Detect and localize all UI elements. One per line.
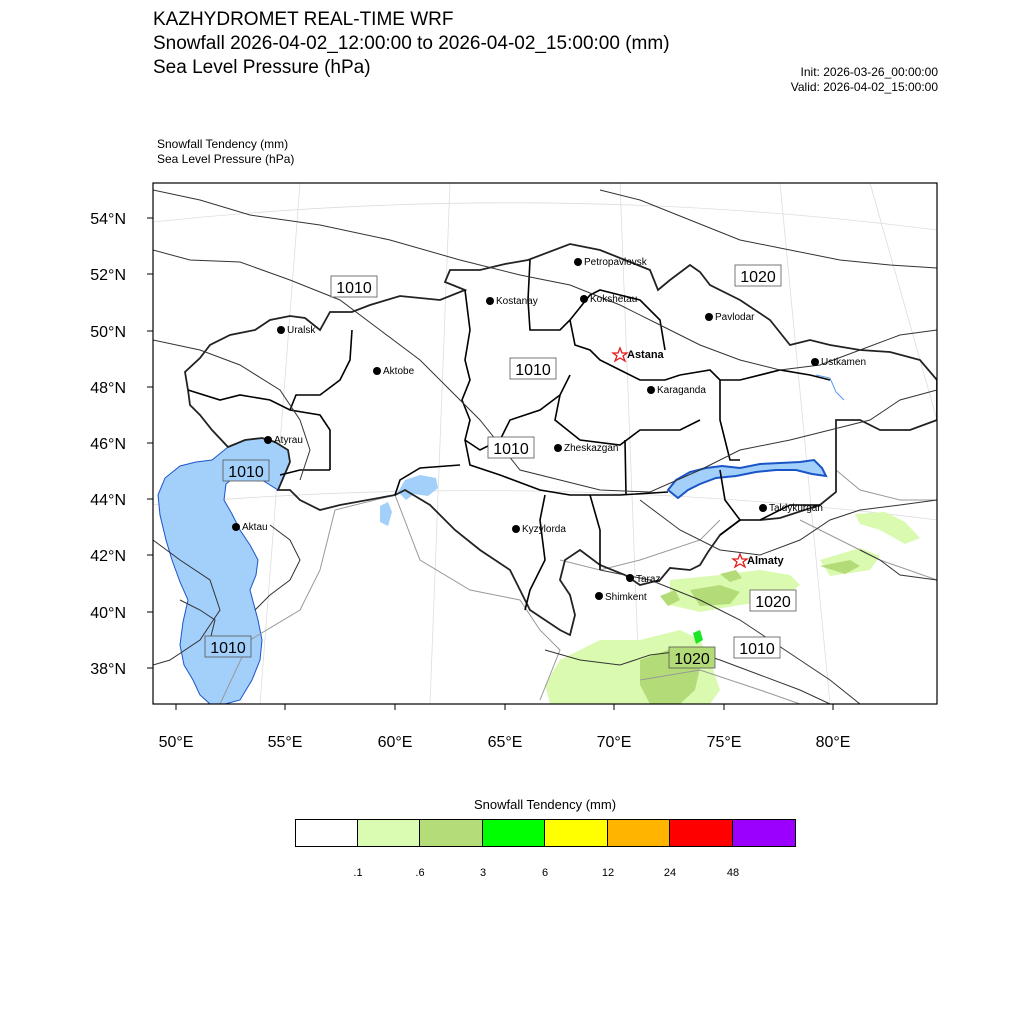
svg-text:Kokshetau: Kokshetau: [590, 294, 638, 305]
svg-text:Astana: Astana: [627, 349, 664, 361]
page-title: KAZHYDROMET REAL-TIME WRF: [153, 9, 454, 30]
colorbar-bin: [669, 819, 733, 847]
pressure-label: 1010: [210, 640, 246, 657]
colorbar-bin: [295, 819, 358, 847]
lat-label: 50°N: [90, 324, 126, 341]
svg-text:Almaty: Almaty: [747, 555, 784, 567]
city-karaganda: [647, 385, 706, 396]
lon-label: 55°E: [267, 734, 303, 751]
snowfall-shading: [545, 512, 920, 704]
city-pavlodar: [705, 312, 755, 323]
lon-label: 60°E: [377, 734, 413, 751]
pressure-label: 1010: [493, 441, 529, 458]
map-body: [153, 183, 937, 704]
pressure-label: 1010: [515, 362, 551, 379]
lat-label: 46°N: [90, 436, 126, 453]
lat-label: 48°N: [90, 380, 126, 397]
city-kostanay: [486, 296, 538, 307]
svg-text:Atyrau: Atyrau: [274, 435, 303, 446]
lon-label: 65°E: [487, 734, 523, 751]
city-kyzylorda: [512, 524, 566, 535]
svg-text:Taldykurgan: Taldykurgan: [769, 503, 823, 514]
svg-text:Petropavlovsk: Petropavlovsk: [584, 257, 647, 268]
city-shimkent: [595, 592, 647, 603]
colorbar-label: 24: [663, 867, 677, 879]
lat-label: 54°N: [90, 211, 126, 228]
lat-label: 44°N: [90, 492, 126, 509]
capital-star-icon: [733, 554, 747, 567]
city-petropavlovsk: [574, 257, 648, 268]
city-taraz: [626, 574, 660, 585]
city-aktobe: [373, 366, 415, 377]
svg-text:Pavlodar: Pavlodar: [715, 312, 755, 323]
colorbar-label: .1: [353, 867, 363, 879]
aral-sea: [398, 475, 438, 500]
city-zheskazgan: [554, 443, 618, 454]
pressure-label: 1010: [228, 464, 264, 481]
pressure-label: 1020: [674, 651, 710, 668]
lon-label: 75°E: [706, 734, 742, 751]
svg-text:Uralsk: Uralsk: [287, 325, 316, 336]
pressure-label: 1020: [740, 269, 776, 286]
colorbar-label: 6: [541, 867, 549, 879]
city-ustkamen: [811, 357, 866, 368]
lon-label: 50°E: [158, 734, 194, 751]
lat-label: 40°N: [90, 605, 126, 622]
city-taldykurgan: [759, 503, 823, 514]
init-time: Init: 2026-03-26_00:00:00: [800, 65, 938, 79]
lat-label: 38°N: [90, 661, 126, 678]
pressure-label: 1010: [739, 641, 775, 658]
colorbar-label: 3: [479, 867, 487, 879]
colorbar-label: 48: [726, 867, 740, 879]
colorbar-label: 12: [601, 867, 615, 879]
city-astana: [613, 348, 665, 361]
svg-text:Aktobe: Aktobe: [383, 366, 415, 377]
city-almaty: [733, 554, 785, 567]
svg-text:Kostanay: Kostanay: [496, 296, 538, 307]
svg-text:Shimkent: Shimkent: [605, 592, 647, 603]
field-label-pressure: Sea Level Pressure (hPa): [157, 152, 295, 166]
colorbar-bin: [357, 819, 420, 847]
colorbar-bin: [607, 819, 670, 847]
lat-label: 42°N: [90, 548, 126, 565]
lake-balkhash: [668, 460, 826, 498]
colorbar-bin: [732, 819, 796, 847]
field-label-snowfall: Snowfall Tendency (mm): [157, 137, 289, 151]
colorbar-bin: [544, 819, 608, 847]
pressure-label: 1010: [336, 280, 372, 297]
colorbar-bin: [482, 819, 545, 847]
svg-text:Kyzylorda: Kyzylorda: [522, 524, 566, 535]
city-uralsk: [277, 325, 316, 336]
pressure-title: Sea Level Pressure (hPa): [153, 57, 371, 78]
svg-text:Zheskazgan: Zheskazgan: [564, 443, 619, 454]
capital-star-icon: [613, 348, 627, 361]
svg-text:Aktau: Aktau: [242, 522, 268, 533]
svg-text:Ustkamen: Ustkamen: [821, 357, 867, 368]
colorbar-label: .6: [415, 867, 425, 879]
colorbar-bin: [419, 819, 483, 847]
lon-label: 70°E: [596, 734, 632, 751]
snowfall-period-title: Snowfall 2026-04-02_12:00:00 to 2026-04-02_15:00:00 (mm): [153, 33, 670, 54]
svg-text:Taraz: Taraz: [636, 574, 661, 585]
svg-text:Karaganda: Karaganda: [657, 385, 706, 396]
pressure-label: 1020: [755, 594, 791, 611]
valid-time: Valid: 2026-04-02_15:00:00: [790, 80, 938, 94]
lat-label: 52°N: [90, 267, 126, 284]
colorbar-title: Snowfall Tendency (mm): [473, 797, 617, 812]
lon-label: 80°E: [815, 734, 851, 751]
